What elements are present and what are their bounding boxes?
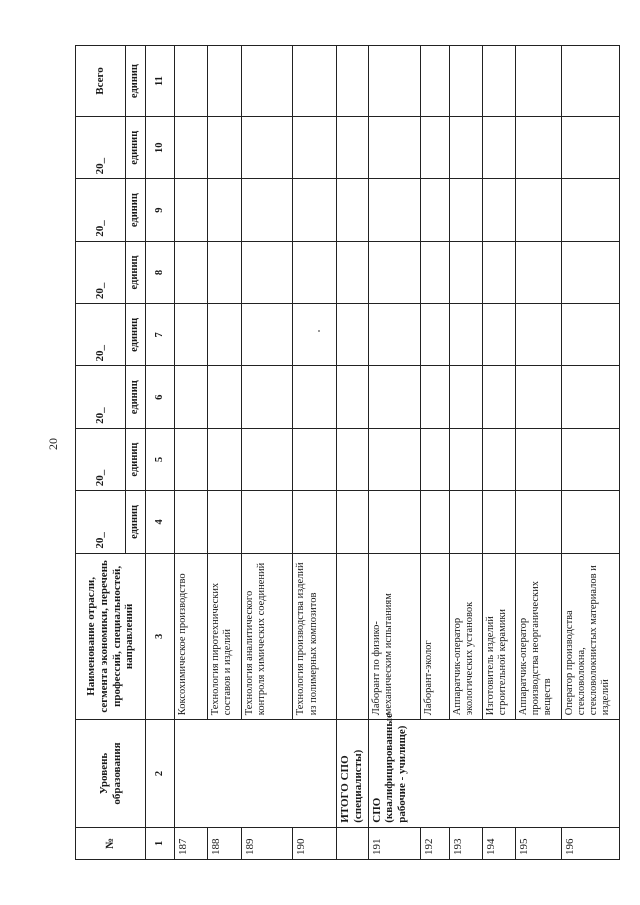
empty-cell bbox=[293, 117, 337, 179]
empty-cell bbox=[368, 304, 420, 366]
row-name: Коксохимическое производство bbox=[175, 553, 208, 720]
empty-cell bbox=[175, 46, 208, 117]
empty-cell bbox=[293, 428, 337, 490]
column-number: 10 bbox=[146, 117, 175, 179]
empty-cell bbox=[368, 241, 420, 303]
empty-cell bbox=[482, 428, 515, 490]
empty-cell bbox=[337, 241, 368, 303]
header-year: 20_ bbox=[76, 179, 126, 241]
row-number: 191 bbox=[368, 827, 420, 859]
column-number: 8 bbox=[146, 241, 175, 303]
empty-cell bbox=[482, 491, 515, 553]
empty-cell bbox=[561, 366, 619, 428]
empty-cell bbox=[241, 366, 293, 428]
empty-cell bbox=[561, 428, 619, 490]
empty-cell bbox=[449, 179, 482, 241]
empty-cell bbox=[449, 304, 482, 366]
empty-cell bbox=[420, 428, 449, 490]
empty-cell bbox=[293, 366, 337, 428]
empty-cell bbox=[516, 241, 562, 303]
empty-cell bbox=[175, 428, 208, 490]
empty-cell bbox=[420, 304, 449, 366]
column-number: 2 bbox=[146, 720, 175, 828]
row-name: Оператор производства стекловолокна, стекловолокнистых материалов и изделий bbox=[561, 553, 619, 720]
empty-cell bbox=[516, 428, 562, 490]
row-number: 187 bbox=[175, 827, 208, 859]
empty-cell bbox=[516, 117, 562, 179]
empty-cell bbox=[561, 46, 619, 117]
row-name: Изготовитель изделий строительной керамики bbox=[482, 553, 515, 720]
row-number: 195 bbox=[516, 827, 562, 859]
empty-cell bbox=[561, 117, 619, 179]
header-year: 20_ bbox=[76, 241, 126, 303]
row-name: Технология производства изделий из полимерных композитов bbox=[293, 553, 337, 720]
column-number: 6 bbox=[146, 366, 175, 428]
row-level: ИТОГО СПО (специалисты) bbox=[337, 720, 368, 828]
empty-cell bbox=[420, 179, 449, 241]
empty-cell bbox=[208, 304, 241, 366]
column-number: 9 bbox=[146, 179, 175, 241]
table-row bbox=[175, 46, 208, 860]
header-total: Всего bbox=[76, 46, 126, 117]
header-unit: единиц bbox=[126, 304, 146, 366]
empty-cell bbox=[208, 46, 241, 117]
empty-cell bbox=[208, 117, 241, 179]
empty-cell bbox=[241, 491, 293, 553]
header-year: 20_ bbox=[76, 491, 126, 553]
empty-cell bbox=[368, 46, 420, 117]
empty-cell bbox=[175, 179, 208, 241]
header-year: 20_ bbox=[76, 117, 126, 179]
header-year: 20_ bbox=[76, 428, 126, 490]
empty-cell bbox=[482, 241, 515, 303]
empty-cell bbox=[420, 117, 449, 179]
empty-cell bbox=[208, 241, 241, 303]
row-name: Аппаратчик-оператор экологических установок bbox=[449, 553, 482, 720]
row-name: Технология пиротехнических составов и изделий bbox=[208, 553, 241, 720]
empty-cell bbox=[449, 428, 482, 490]
empty-cell bbox=[208, 428, 241, 490]
header-unit: единиц bbox=[126, 428, 146, 490]
column-number: 4 bbox=[146, 491, 175, 553]
header-unit: единиц bbox=[126, 117, 146, 179]
empty-cell bbox=[175, 366, 208, 428]
row-number: 193 bbox=[449, 827, 482, 859]
header-row bbox=[76, 46, 126, 860]
row-name: Технология аналитического контроля химических соединений bbox=[241, 553, 293, 720]
row-number bbox=[337, 827, 368, 859]
empty-cell bbox=[175, 491, 208, 553]
row-number: 194 bbox=[482, 827, 515, 859]
subtotal-row bbox=[337, 46, 368, 860]
empty-cell bbox=[368, 428, 420, 490]
empty-cell bbox=[337, 366, 368, 428]
column-number: 7 bbox=[146, 304, 175, 366]
empty-cell bbox=[337, 304, 368, 366]
empty-cell bbox=[241, 179, 293, 241]
empty-cell bbox=[293, 304, 337, 366]
column-number-row bbox=[146, 46, 175, 860]
empty-cell bbox=[368, 366, 420, 428]
empty-cell bbox=[293, 491, 337, 553]
header-num: № bbox=[76, 827, 146, 859]
empty-cell bbox=[516, 491, 562, 553]
empty-cell bbox=[241, 428, 293, 490]
empty-cell bbox=[175, 241, 208, 303]
empty-cell bbox=[208, 491, 241, 553]
column-number: 5 bbox=[146, 428, 175, 490]
empty-cell bbox=[449, 241, 482, 303]
empty-cell bbox=[337, 179, 368, 241]
empty-cell bbox=[241, 304, 293, 366]
empty-cell bbox=[516, 304, 562, 366]
header-year: 20_ bbox=[76, 366, 126, 428]
empty-cell bbox=[241, 46, 293, 117]
empty-cell bbox=[449, 46, 482, 117]
empty-cell bbox=[293, 46, 337, 117]
empty-cell bbox=[420, 46, 449, 117]
empty-cell bbox=[208, 179, 241, 241]
empty-cell bbox=[482, 179, 515, 241]
row-name bbox=[337, 553, 368, 720]
row-number: 190 bbox=[293, 827, 337, 859]
empty-cell bbox=[368, 117, 420, 179]
empty-cell bbox=[482, 117, 515, 179]
empty-cell bbox=[516, 46, 562, 117]
empty-cell bbox=[337, 491, 368, 553]
row-number: 196 bbox=[561, 827, 619, 859]
empty-cell bbox=[175, 117, 208, 179]
empty-cell bbox=[368, 491, 420, 553]
empty-cell bbox=[420, 241, 449, 303]
column-number: 1 bbox=[146, 827, 175, 859]
data-table-wrapper bbox=[75, 45, 620, 860]
row-number: 192 bbox=[420, 827, 449, 859]
row-level: СПО (квалифицированные рабочие - училище) bbox=[368, 720, 619, 828]
empty-cell bbox=[208, 366, 241, 428]
row-level bbox=[175, 720, 337, 828]
header-level: Уровень образования bbox=[76, 720, 146, 828]
empty-cell bbox=[368, 179, 420, 241]
empty-cell bbox=[561, 304, 619, 366]
empty-cell bbox=[241, 117, 293, 179]
header-unit: единиц bbox=[126, 179, 146, 241]
row-name: Аппаратчик-оператор производства неорганических веществ bbox=[516, 553, 562, 720]
table-row bbox=[368, 46, 420, 860]
empty-cell bbox=[420, 491, 449, 553]
header-unit: единиц bbox=[126, 241, 146, 303]
empty-cell bbox=[482, 304, 515, 366]
row-number: 189 bbox=[241, 827, 293, 859]
empty-cell bbox=[561, 241, 619, 303]
page-number: 20 bbox=[46, 438, 60, 450]
empty-cell bbox=[175, 304, 208, 366]
empty-cell bbox=[337, 46, 368, 117]
header-year: 20_ bbox=[76, 304, 126, 366]
empty-cell bbox=[516, 179, 562, 241]
empty-cell bbox=[449, 366, 482, 428]
header-unit: единиц bbox=[126, 366, 146, 428]
header-unit: единиц bbox=[126, 491, 146, 553]
header-unit: единиц bbox=[126, 46, 146, 117]
column-number: 3 bbox=[146, 553, 175, 720]
empty-cell bbox=[337, 428, 368, 490]
empty-cell bbox=[420, 366, 449, 428]
header-name: Наименование отрасли, сегмента экономики, перечень профессий, специальностей, направлений bbox=[76, 553, 146, 720]
column-number: 11 bbox=[146, 46, 175, 117]
row-name: Лаборант по физико-механическим испытаниям bbox=[368, 553, 420, 720]
education-table bbox=[75, 45, 620, 860]
empty-cell bbox=[449, 491, 482, 553]
empty-cell bbox=[241, 241, 293, 303]
empty-cell bbox=[482, 366, 515, 428]
row-name: Лаборант-эколог bbox=[420, 553, 449, 720]
empty-cell bbox=[561, 179, 619, 241]
empty-cell bbox=[516, 366, 562, 428]
empty-cell bbox=[561, 491, 619, 553]
empty-cell bbox=[482, 46, 515, 117]
empty-cell bbox=[293, 241, 337, 303]
empty-cell bbox=[449, 117, 482, 179]
empty-cell bbox=[293, 179, 337, 241]
row-number: 188 bbox=[208, 827, 241, 859]
empty-cell bbox=[337, 117, 368, 179]
